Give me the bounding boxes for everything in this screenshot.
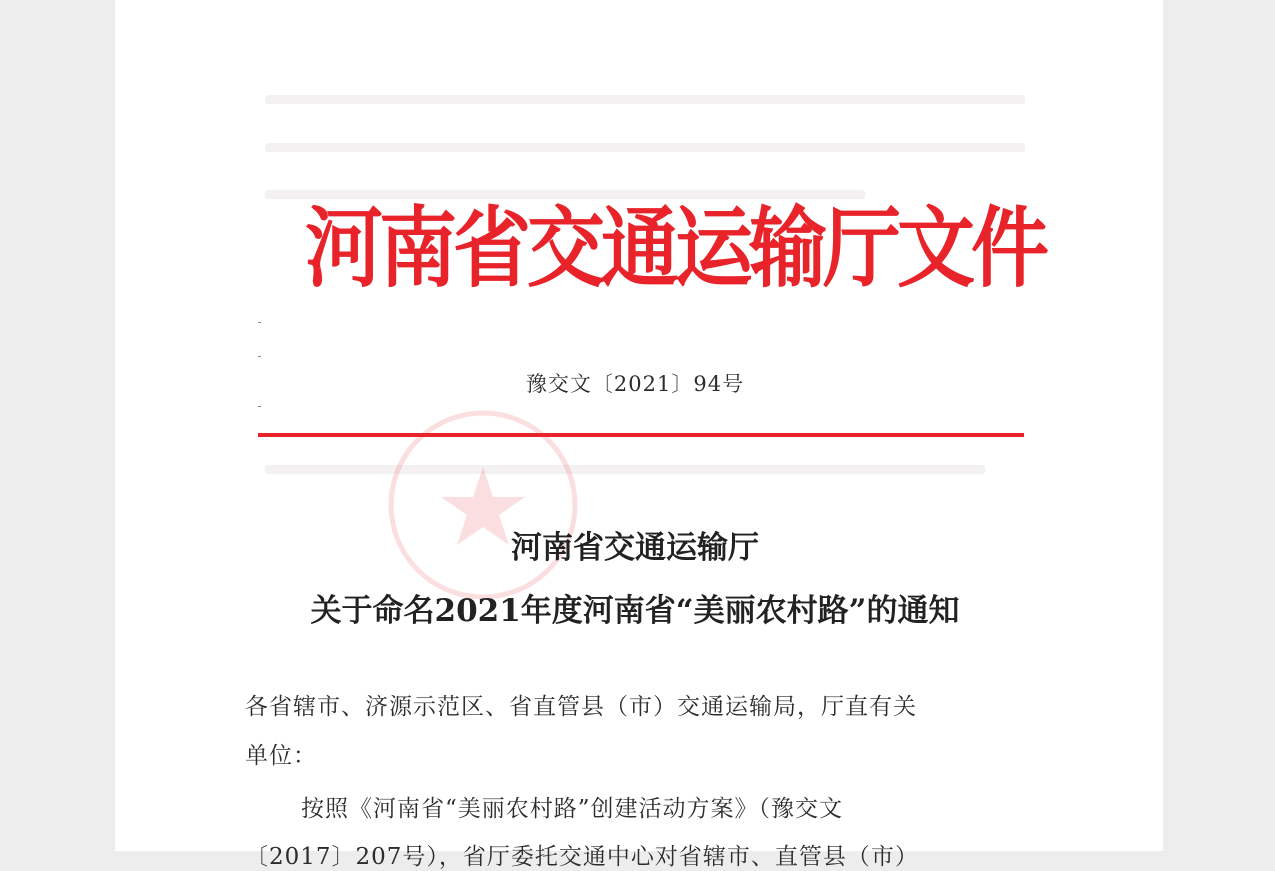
body-paragraph-line-2: 〔2017〕207号），省厅委托交通中心对省辖市、直管县（市） (245, 844, 919, 870)
document-masthead: 河南省交通运输厅文件 (305, 199, 1046, 300)
red-divider-rule (258, 433, 1024, 437)
margin-mark (258, 356, 261, 357)
margin-mark (258, 322, 261, 323)
show-through-text (265, 95, 1025, 104)
show-through-text (265, 143, 1025, 152)
notice-title-line-1: 河南省交通运输厅 (511, 530, 759, 566)
body-paragraph-line-1: 按照《河南省“美丽农村路”创建活动方案》（豫交文 (301, 796, 844, 822)
addressee-line-1: 各省辖市、济源示范区、省直管县（市）交通运输局，厅直有关 (245, 694, 917, 720)
document-page (115, 0, 1163, 870)
margin-mark (258, 406, 261, 407)
addressee-line-2: 单位： (245, 743, 317, 769)
document-number: 豫交文〔2021〕94号 (525, 372, 745, 396)
show-through-text (265, 465, 985, 474)
notice-title-line-2: 关于命名2021年度河南省“美丽农村路”的通知 (310, 593, 960, 629)
